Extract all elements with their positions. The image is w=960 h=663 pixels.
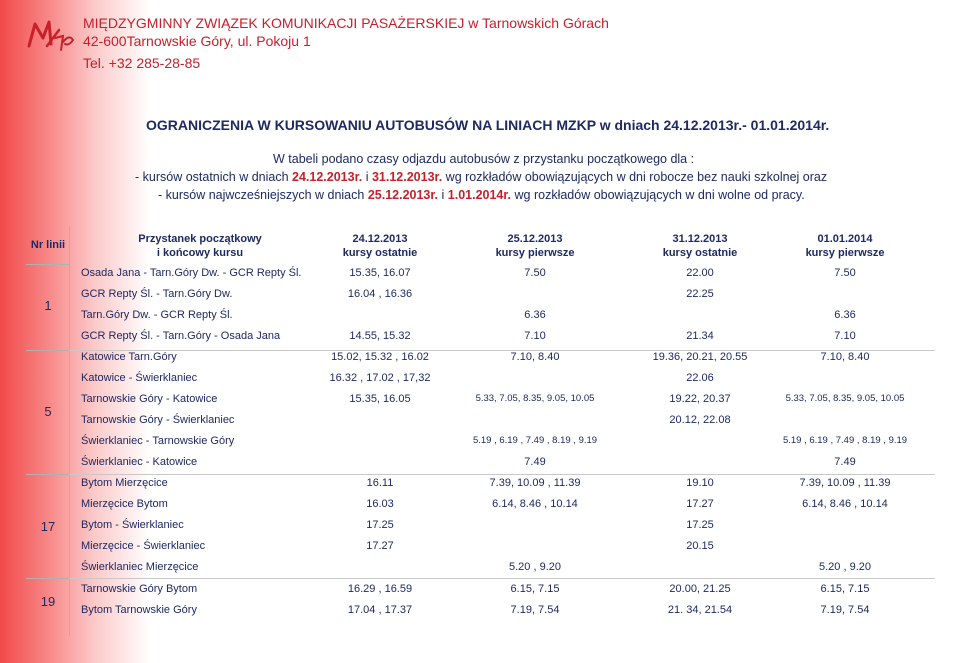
row-31-12: 20.12, 22.08 [669,414,731,426]
header-24-12-date: 24.12.2013 [352,233,408,245]
intro-date-24-12: 24.12.2013r. [292,170,363,184]
row-24-12: 17.04 , 17.37 [347,604,413,616]
row-25-12: 7.50 [524,267,546,279]
row-stop: Świerklaniec - Tarnowskie Góry [81,435,235,447]
section-divider [69,578,935,579]
row-25-12: 7.49 [524,456,546,468]
row-01-01: 5.20 , 9.20 [819,561,871,573]
row-31-12: 20.15 [686,540,714,552]
org-name: MIĘDZYGMINNY ZWIĄZEK KOMUNIKACJI PASAŻERSKIEJ w Tarnowskich Górach [83,15,609,31]
header-31-12-date: 31.12.2013 [672,233,728,245]
row-01-01: 6.14, 8.46 , 10.14 [802,498,888,510]
row-stop: Mierzęcice Bytom [81,498,168,510]
row-stop: Świerklaniec Mierzęcice [81,561,199,573]
header-01-01 [770,232,920,260]
line-number-5: 5 [44,404,52,419]
header-25-12 [460,232,610,260]
row-31-12: 17.27 [686,498,714,510]
line-number-19: 19 [40,594,56,609]
table-row [0,306,960,326]
table-row [0,601,960,621]
header-31-12 [625,232,775,260]
row-01-01: 7.39, 10.09 , 11.39 [799,477,891,489]
row-stop: Tarnowskie Góry - Świerklaniec [81,414,235,426]
intro-line-1: W tabeli podano czasy odjazdu autobusów z przystanku początkowego dla : [273,152,695,166]
row-stop: Osada Jana - Tarn.Góry Dw. - GCR Repty Śl. [81,267,302,279]
header-24-12 [305,232,455,260]
row-24-12: 16.32 , 17.02 , 17,32 [329,372,431,384]
row-stop: GCR Repty Śl. - Tarn.Góry Dw. [81,288,233,300]
intro-date-31-12: 31.12.2013r. [371,170,443,184]
header-25-12-sub: kursy pierwsze [495,247,575,259]
row-24-12: 16.29 , 16.59 [347,583,413,595]
intro-line-2-prefix: - kursów ostatnich w dniach [135,170,293,184]
row-31-12: 19.22, 20.37 [669,393,731,405]
row-stop: Tarn.Góry Dw. - GCR Repty Śl. [81,309,233,321]
table-row [0,537,960,557]
row-24-12: 17.25 [366,519,394,531]
row-stop: GCR Repty Śl. - Tarn.Góry - Osada Jana [81,330,281,342]
row-24-12: 16.03 [366,498,394,510]
row-25-12: 6.36 [524,309,546,321]
table-row [0,558,960,578]
intro-line-2-mid: i [362,170,372,184]
row-31-12: 19.10 [686,477,714,489]
row-01-01: 6.15, 7.15 [820,583,870,595]
row-31-12: 21.34 [686,330,714,342]
row-01-01: 7.49 [834,456,856,468]
table-row [0,580,960,600]
header-stops-line-1: Przystanek początkowy [138,233,262,245]
row-24-12: 15.35, 16.05 [349,393,411,405]
row-stop: Katowice Tarn.Góry [81,351,177,363]
row-01-01: 7.50 [834,267,856,279]
intro-date-01-01: 1.01.2014r. [447,188,512,202]
row-24-12: 16.04 , 16.36 [347,288,413,300]
row-25-12: 7.39, 10.09 , 11.39 [489,477,581,489]
table-row [0,327,960,347]
intro-line-3-mid: i [438,188,448,202]
row-stop: Bytom Mierzęcice [81,477,168,489]
row-25-12: 5.33, 7.05, 8.35, 9.05, 10.05 [475,393,595,404]
intro-line-3-prefix: - kursów najwcześniejszych w dniach [158,188,368,202]
row-stop: Świerklaniec - Katowice [81,456,198,468]
table-row [0,495,960,515]
header-stops-line-2: i końcowy kursu [156,247,244,259]
row-24-12: 15.02, 15.32 , 16.02 [331,351,429,363]
row-stop: Mierzęcice - Świerklaniec [81,540,206,552]
table-row [0,390,960,410]
table-row [0,348,960,368]
header-24-12-sub: kursy ostatnie [342,247,418,259]
row-24-12: 15.35, 16.07 [349,267,411,279]
table-row [0,285,960,305]
row-31-12: 19.36, 20.21, 20.55 [652,351,748,363]
intro-line-3-suffix: wg rozkładów obowiązujących w dni wolne od pracy. [511,188,805,202]
row-31-12: 21. 34, 21.54 [667,604,733,616]
row-stop: Tarnowskie Góry Bytom [81,583,198,595]
table-row [0,411,960,431]
line-number-17: 17 [40,519,56,534]
row-25-12: 7.19, 7.54 [510,604,560,616]
table-row [0,516,960,536]
row-01-01: 7.19, 7.54 [820,604,870,616]
row-01-01: 5.33, 7.05, 8.35, 9.05, 10.05 [785,393,905,404]
row-24-12: 16.11 [366,477,394,489]
row-31-12: 22.06 [686,372,714,384]
document-title: OGRANICZENIA W KURSOWANIU AUTOBUSÓW NA LINIACH MZKP w dniach 24.12.2013r.- 01.01.2014r. [146,117,830,133]
line-divider [26,578,70,579]
row-31-12: 17.25 [686,519,714,531]
row-stop: Katowice - Świerklaniec [81,372,198,384]
intro-line-2-suffix: wg rozkładów obowiązujących w dni robocze bez nauki szkolnej oraz [442,170,828,184]
row-25-12: 7.10 [524,330,546,342]
row-25-12: 6.14, 8.46 , 10.14 [492,498,578,510]
header-01-01-sub: kursy pierwsze [805,247,885,259]
header-stops [115,232,285,260]
row-25-12: 6.15, 7.15 [510,583,560,595]
header-01-01-date: 01.01.2014 [817,233,873,245]
row-01-01: 5.19 , 6.19 , 7.49 , 8.19 , 9.19 [782,435,908,446]
line-number-1: 1 [44,298,52,313]
header-25-12-date: 25.12.2013 [507,233,563,245]
row-01-01: 7.10, 8.40 [820,351,870,363]
row-01-01: 6.36 [834,309,856,321]
header-line-number: Nr linii [30,239,66,251]
row-01-01: 7.10 [834,330,856,342]
row-31-12: 22.00 [686,267,714,279]
row-stop: Tarnowskie Góry - Katowice [81,393,218,405]
row-31-12: 22.25 [686,288,714,300]
row-stop: Bytom - Świerklaniec [81,519,184,531]
row-25-12: 5.19 , 6.19 , 7.49 , 8.19 , 9.19 [472,435,598,446]
row-31-12: 20.00, 21.25 [669,583,731,595]
row-24-12: 14.55, 15.32 [349,330,411,342]
row-24-12: 17.27 [366,540,394,552]
row-25-12: 7.10, 8.40 [510,351,560,363]
org-phone: Tel. +32 285-28-85 [83,55,201,71]
table-row [0,432,960,452]
table-row [0,264,960,284]
org-address: 42-600Tarnowskie Góry, ul. Pokoju 1 [83,33,311,49]
row-stop: Bytom Tarnowskie Góry [81,604,197,616]
table-row [0,453,960,473]
row-25-12: 5.20 , 9.20 [509,561,561,573]
table-row [0,474,960,494]
header-31-12-sub: kursy ostatnie [662,247,738,259]
intro-date-25-12: 25.12.2013r. [367,188,439,202]
table-row [0,369,960,389]
